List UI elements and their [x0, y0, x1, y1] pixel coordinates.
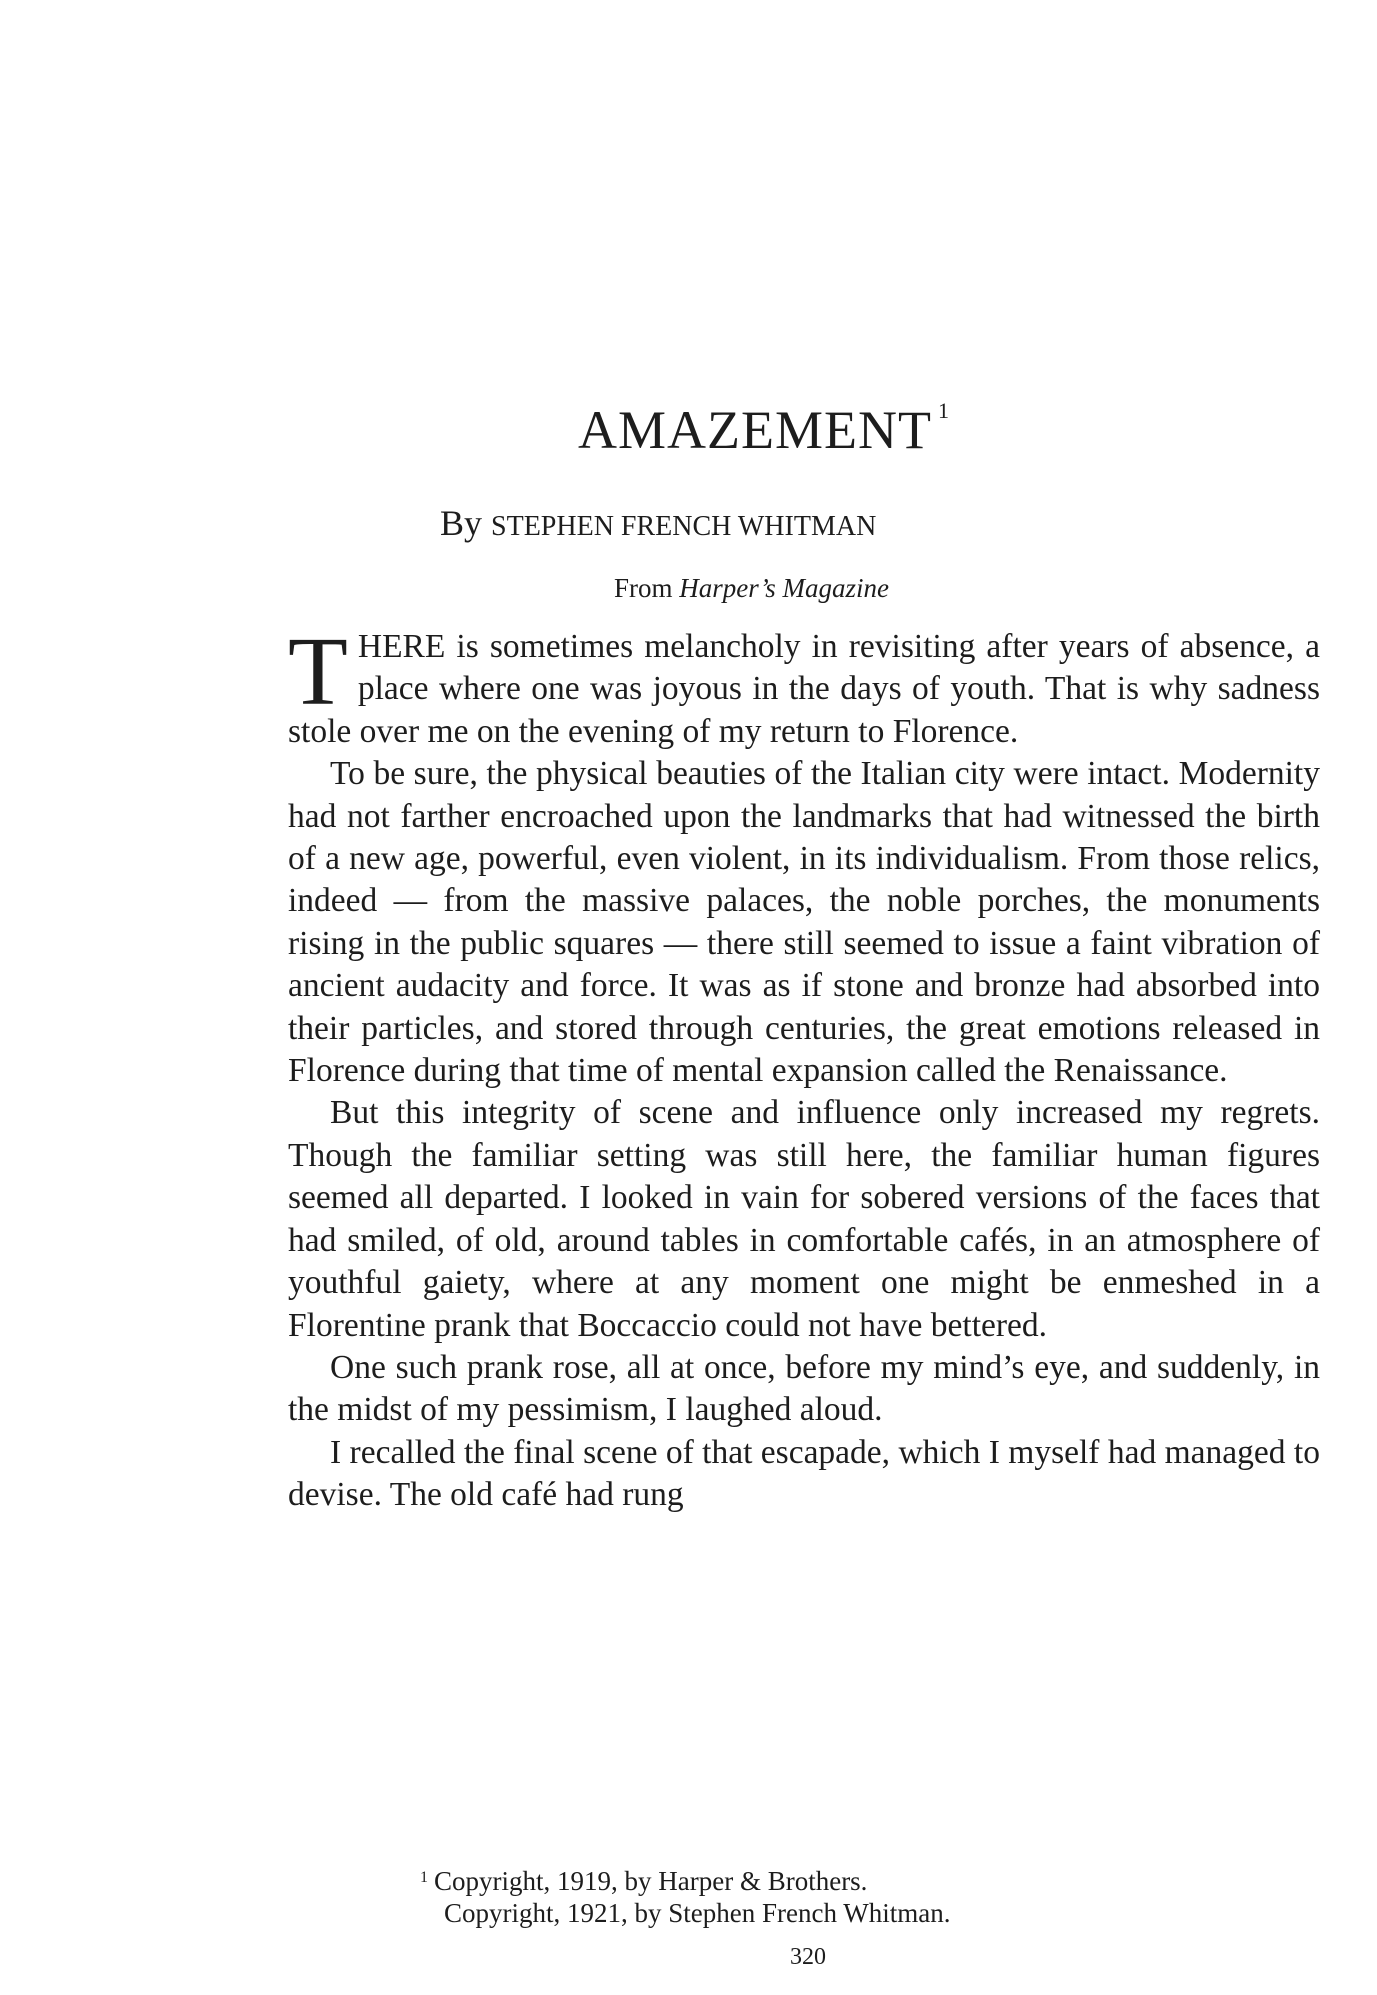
- paragraph-4: One such prank rose, all at once, before my mind’s eye, and suddenly, in the midst of my pessimism, I laughed aloud.: [288, 1348, 1320, 1429]
- drop-cap: T: [288, 618, 348, 726]
- paragraph-1: [288, 618, 1320, 753]
- footnote-marker: 1: [420, 1869, 428, 1886]
- footnotes: [420, 1862, 950, 1929]
- footnote-text-1: Copyright, 1919, by Harper & Brothers.: [434, 1866, 868, 1896]
- source-prefix: From: [614, 573, 673, 603]
- story-title: [578, 398, 950, 461]
- paragraph-5: I recalled the final scene of that escapade, which I myself had managed to devise. The old café had rung: [288, 1433, 1320, 1514]
- story-body: [288, 618, 1320, 1517]
- footnote-line-1: [420, 1862, 950, 1897]
- byline-author: STEPHEN FRENCH WHITMAN: [491, 511, 877, 542]
- source-line: [614, 573, 889, 604]
- title-text: AMAZEMENT: [578, 400, 932, 460]
- byline-by: By: [440, 503, 483, 543]
- paragraph-1-text: HERE is sometimes melancholy in revisiting after years of absence, a place where one was joyous in the days of youth. That is why sadness stole over me on the evening of my return to Florence.: [288, 628, 1320, 750]
- footnote-line-2: Copyright, 1921, by Stephen French Whitman.: [444, 1898, 951, 1928]
- paragraph-2: To be sure, the physical beauties of the Italian city were intact. Modernity had not farther encroached upon the landmarks that had witnessed the birth of a new age, powerful, even violent, in its individualism. From those relics, indeed — from the massive palaces, the noble porches, the monuments rising in the public squares — there still seemed to issue a faint vibration of ancient audacity and force. It was as if stone and bronze had absorbed into their particles, and stored through centuries, the great emotions released in Florence during that time of mental expansion called the Renaissance.: [288, 755, 1320, 1090]
- page-number: 320: [790, 1944, 826, 1970]
- title-footnote-marker: 1: [937, 398, 950, 423]
- paragraph-3: But this integrity of scene and influence only increased my regrets. Though the familiar setting was still here, the familiar human figures seemed all departed. I looked in vain for sobered versions of the faces that had smiled, of old, around tables in comfortable cafés, in an atmosphere of youthful gaiety, where at any moment one might be enmeshed in a Florentine prank that Boccaccio could not have bettered.: [288, 1094, 1320, 1344]
- byline: [440, 502, 876, 544]
- source-publication: Harper’s Magazine: [679, 573, 890, 603]
